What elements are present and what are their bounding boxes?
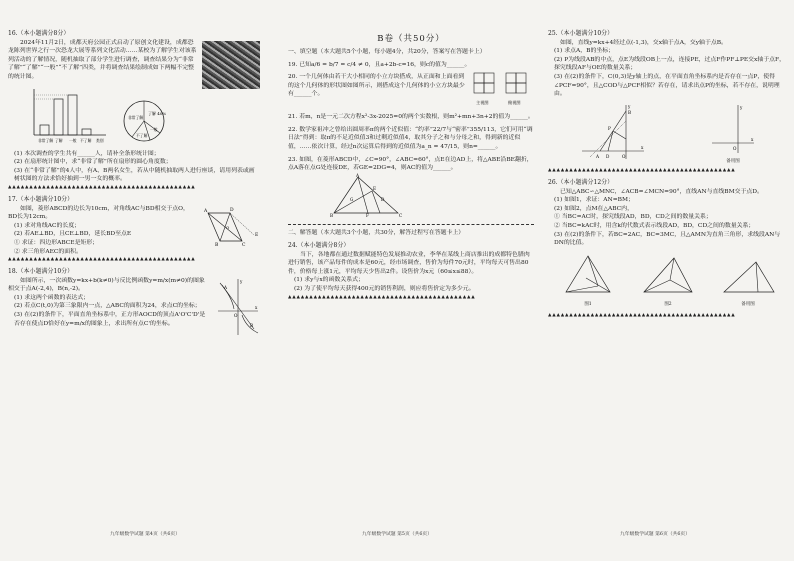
point-label: O — [234, 312, 238, 318]
point-label: O — [226, 224, 230, 230]
question-16 — [8, 30, 260, 192]
answer-space-marks: ▲▲▲▲▲▲▲▲▲▲▲▲▲▲▲▲▲▲▲▲▲▲▲▲▲▲▲▲▲▲▲▲▲▲▲▲▲▲▲▲▲▲▲▲ — [548, 312, 736, 318]
question-18-part: (3) 在(2)的条件下，平面直角坐标系中，正方形AOCD的顶点A'O'C'D'是否存在使点D恰好在y=m/x的图象上，求出所有点C'的坐标。 — [14, 312, 206, 327]
axis-label: y — [240, 278, 243, 284]
question-18 — [8, 268, 260, 328]
point-label: D — [230, 207, 234, 213]
question-23-text: 23. 如图，在菱形ABCD中，∠C=90°，∠ABC=60°，点E在边AD上，将△ABE沿BE翻折，点A落在点G处连接DE，若GE=2DG=4，则AC的值为______。 — [288, 156, 533, 172]
question-26-head: 26.（本小题满分12分） — [548, 178, 614, 186]
axis-label: x — [255, 304, 258, 310]
answer-space-marks: ▲▲▲▲▲▲▲▲▲▲▲▲▲▲▲▲▲▲▲▲▲▲▲▲▲▲▲▲▲▲▲▲▲▲▲▲▲▲▲▲▲▲▲▲ — [8, 184, 196, 190]
question-16-head: 16.（本小题满分8分） — [8, 30, 70, 37]
pie-label: 不了解 — [136, 132, 148, 138]
point-label: F — [366, 212, 369, 217]
pie-label: 了解 40% — [148, 110, 167, 116]
question-16-part: (3) 在“非常了解”的4人中，有A、B两名女生，若从中随机抽取两人进行座谈，请用列表或画树状图的方法求恰好抽到一男一女的概率。 — [14, 167, 255, 183]
question-20-text: 20. 一个几何体由若干大小相同的小立方块搭成，从正面和上面看到的这个几何体的形状图如图所示，则搭成这个几何体的小立方块最少有______个。 — [288, 74, 465, 98]
question-16-part: (2) 在扇形统计图中，求“非常了解”所在扇形的圆心角度数； — [14, 159, 172, 166]
view-label: 俯视图 — [508, 100, 521, 106]
question-17-part: ② 求三角形AEC的面积。 — [14, 248, 82, 255]
triangle-figure-spare — [718, 252, 778, 298]
answer-space-marks: ▲▲▲▲▲▲▲▲▲▲▲▲▲▲▲▲▲▲▲▲▲▲▲▲▲▲▲▲▲▲▲▲▲▲▲▲▲▲▲▲▲▲▲▲ — [8, 257, 196, 263]
question-17-part: (1) 求对角线AC的长度； — [14, 222, 81, 229]
view-label: 主视图 — [476, 100, 489, 106]
coordinate-figure-main — [578, 101, 648, 163]
question-25-part: (1) 求点A，B的坐标； — [554, 48, 615, 55]
answer-space-marks: ▲▲▲▲▲▲▲▲▲▲▲▲▲▲▲▲▲▲▲▲▲▲▲▲▲▲▲▲▲▲▲▲▲▲▲▲▲▲▲▲▲▲▲▲ — [548, 167, 736, 173]
question-16-part: (1) 本次调查的学生共有______人，请补全条形统计图； — [14, 150, 160, 157]
point-label: A — [224, 284, 228, 290]
point-label: E — [255, 232, 259, 238]
figure-1 — [558, 252, 618, 310]
coordinate-figure-spare-wrap — [708, 101, 758, 167]
question-24-part: (2) 为了使平均每天获得400元的销售利润，则应将售价定为多少元。 — [294, 285, 475, 292]
question-26-part: ① 当BC=AC时，探究线段AD，BD，CD之间的数量关系； — [554, 214, 712, 221]
event-photo — [202, 41, 260, 89]
figure-caption: 备用图 — [726, 159, 740, 165]
question-23 — [288, 156, 534, 221]
question-26-part: (3) 在(2)的条件下，若BC=2AC，BC=3MC，且△AMN为直角三角形，求线段AN与DN的比值。 — [554, 231, 781, 247]
point-label: A — [356, 172, 360, 178]
question-18-part: (2) 若点C(t,0)为第三象限内一点，△ABC的面积为24，求点C的坐标； — [14, 303, 201, 310]
bar-label: 非常了解 — [38, 137, 54, 143]
point-label: P — [608, 125, 611, 131]
section-title: B卷（共50分） — [377, 34, 445, 44]
coordinate-figure-spare — [708, 101, 758, 155]
figure-spare — [718, 252, 778, 310]
question-25-head: 25.（本小题满分10分） — [548, 30, 614, 37]
pie-label: 一般 — [150, 126, 158, 132]
point-label: D — [381, 196, 385, 202]
answer-instructions: 二、解答题（本大题共3个小题，共30分，解答过程写在答题卡上） — [288, 230, 465, 237]
point-label: D — [606, 153, 610, 159]
point-label: B — [330, 212, 334, 217]
triangle-figure-2 — [638, 252, 698, 298]
question-17 — [8, 196, 260, 264]
question-25-text: 如图，直线y=kx+4经过点(-1,3)，交x轴于点A，交y轴于点B。 — [560, 39, 727, 46]
question-24-text: 当下，各地都在通过数据赋能特色发展推动农业，李华在某线上商店推出的成都特色腊肉进行销售，该产品每件的成本是60元，经市场调查，售价为每件70元时，平均每天可售出80件，价格每上涨1元，平均每天少售出2件。设售价为x元（60≤x≤88）。 — [288, 251, 530, 275]
axis-label: y — [740, 104, 743, 110]
bar-label: 了解 — [55, 137, 63, 143]
axis-label: x — [751, 136, 754, 142]
section-divider — [288, 224, 534, 225]
point-label: A — [596, 153, 600, 159]
question-26-text: 已知△ABC∽△MNC，∠ACB=∠MCN=90°，直线AN与直线BM交于点D。 — [560, 188, 763, 195]
figure-caption: 备用图 — [741, 302, 755, 308]
point-label: C — [399, 212, 403, 217]
point-label: B — [250, 322, 254, 328]
point-label: C — [242, 242, 246, 247]
question-25-part: (3) 在(2)的条件下，C(0,3)是y轴上的点，在平面直角坐标系内是否存在一点P，使得∠PCF=90°，且△COD与△PCF相似？若存在，请求出点P的坐标，若不存在，说明理由。 — [554, 73, 780, 98]
question-26-part: (1) 如图1，求证：AN=BM； — [554, 197, 634, 204]
question-18-head: 18.（本小题满分10分） — [8, 268, 74, 276]
point-label: O — [622, 153, 626, 159]
function-graph-figure — [214, 277, 260, 337]
figure-2 — [638, 252, 698, 310]
question-24-part: (1) 求y与x的函数关系式； — [294, 277, 364, 284]
three-views-figure — [470, 71, 534, 111]
question-25-figures — [548, 101, 788, 167]
triangle-fold-figure — [328, 173, 408, 217]
question-26-part: (2) 如图2，点M在△ABC内， — [554, 205, 633, 212]
question-26-part: ② 当BC=kAC时，用含k的代数式表示线段AD，BD，CD之间的数量关系； — [554, 222, 755, 229]
question-26 — [548, 179, 788, 320]
question-26-figures — [548, 252, 788, 310]
question-20 — [288, 73, 534, 106]
point-label: G — [350, 196, 354, 202]
column-left — [8, 30, 260, 540]
page-footer: 九年级数学试题 第5页（共6页） — [362, 532, 432, 537]
fill-blank-instructions: 一、填空题（本大题共5个小题，每小题4分，共20分，答案写在答题卡上） — [288, 49, 486, 55]
question-25 — [548, 30, 788, 175]
question-24 — [288, 242, 534, 302]
triangle-figure-1 — [558, 252, 618, 298]
pie-chart-figure — [120, 97, 170, 147]
figure-caption: 图1 — [584, 302, 592, 308]
question-21: 21. 若m，n是一元二次方程x²-3x-2025=0的两个实数根，则m²+mn+3n+2的值为______。 — [288, 114, 534, 121]
question-16-text: 2024年11月2日，成都天府公园正式启动了原创文化建设，成都恐龙陈列世界之行一次恐龙大展等系列文化活动……某校为了解学生对该系列活动的了解情况，随机抽取了部分学生进行调查，调查结果分为“非常了解”“了解”“一般”“不了解”四类，并将调查结果绘制成如下两幅不完整的统计图。 — [8, 39, 197, 80]
question-22: 22. 数学家祖冲之曾给出圆周率π的两个近似值：“约率”22/7与“密率”355/113，它们可用“调日法”得到：取π的不足近似值3和过剩近似值4，取其分子之和与分母之和，得到新的近似值，……依次计算，经过n次运算后得到的近似值为a_n = 47/15，则n=______。 — [288, 126, 533, 150]
page-footer: 九年级数学试题 第6页（共6页） — [620, 532, 690, 537]
point-label: B — [628, 109, 632, 115]
question-16-figures — [22, 85, 198, 147]
question-18-part: (1) 求这两个函数的表达式； — [14, 294, 90, 301]
point-label: B — [215, 242, 219, 247]
question-19: 19. 已知a/6 = b/7 = c/4 ≠ 0，且a+2b-c=16，则c的值为______。 — [288, 61, 471, 68]
page-footer: 九年级数学试题 第4页（共6页） — [110, 532, 180, 537]
point-label: E — [373, 185, 377, 191]
question-17-part: (2) 若AE⊥BD，且CE⊥BD，延长BD至点E — [14, 231, 132, 238]
bar-label: 不了解 — [80, 137, 92, 143]
pie-label: 非常了解 — [128, 114, 144, 120]
figure-caption: 图2 — [664, 302, 672, 308]
question-17-part: ① 求证：四边形ABCE是矩形； — [14, 239, 99, 246]
question-17-head: 17.（本小题满分10分） — [8, 195, 74, 203]
bar-label: 一般 — [69, 137, 77, 143]
question-24-head: 24.（本小题满分8分） — [288, 241, 350, 249]
answer-space-marks: ▲▲▲▲▲▲▲▲▲▲▲▲▲▲▲▲▲▲▲▲▲▲▲▲▲▲▲▲▲▲▲▲▲▲▲▲▲▲▲▲▲▲▲▲ — [288, 294, 476, 300]
question-18-text: 如图所示，一次函数y=kx+b(k≠0)与反比例函数y=m/x(m≠0)的图象相交于点A(-2,4)，B(n,-2)。 — [8, 277, 205, 293]
bar-chart-figure — [22, 85, 112, 147]
axis-label: y — [628, 103, 631, 109]
question-25-part: (2) P为线段AB的中点，点E为线段OB上一点，连接PE，过点F作PF⊥PE交x轴于点F，探究线段AF与OE的数量关系； — [554, 56, 785, 72]
bar-label: 类别 — [96, 137, 104, 143]
column-right — [548, 30, 788, 540]
question-17-text: 如图，菱形ABCD的边长为10cm，对角线AC与BD相交于点O，BD长为12cm。 — [8, 205, 189, 221]
point-label: A — [204, 208, 208, 214]
point-label: O — [733, 145, 737, 151]
rhombus-figure — [200, 205, 260, 247]
column-middle — [288, 30, 534, 540]
axis-label: x — [641, 144, 644, 150]
